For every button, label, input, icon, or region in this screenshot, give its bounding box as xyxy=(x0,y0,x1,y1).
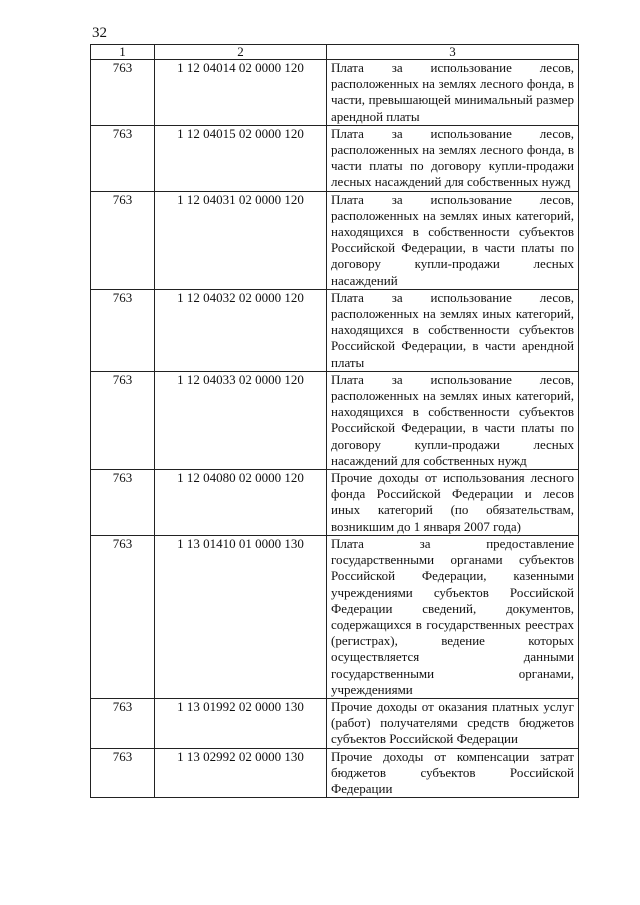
kbk-code-cell: 1 13 02992 02 0000 130 xyxy=(155,748,327,798)
kbk-code-cell: 1 13 01992 02 0000 130 xyxy=(155,698,327,748)
table-row xyxy=(91,125,579,191)
kbk-code-cell: 1 12 04015 02 0000 120 xyxy=(155,125,327,191)
kbk-code-cell: 1 12 04080 02 0000 120 xyxy=(155,470,327,536)
revenue-name-cell: Плата за использование лесов, расположенных на землях иных категорий, находящихся в собственности субъектов Российской Федерации, в части платы по договору купли-продажи лесных насаждений xyxy=(327,191,579,289)
table-row xyxy=(91,371,579,469)
column-header: 3 xyxy=(327,45,579,60)
admin-code-cell: 763 xyxy=(91,191,155,289)
table-row xyxy=(91,191,579,289)
table-row xyxy=(91,470,579,536)
admin-code-cell: 763 xyxy=(91,470,155,536)
table-row xyxy=(91,698,579,748)
revenue-codes-table xyxy=(90,44,579,798)
column-header: 2 xyxy=(155,45,327,60)
table-row xyxy=(91,60,579,126)
admin-code-cell: 763 xyxy=(91,371,155,469)
kbk-code-cell: 1 12 04014 02 0000 120 xyxy=(155,60,327,126)
table-row xyxy=(91,748,579,798)
admin-code-cell: 763 xyxy=(91,125,155,191)
admin-code-cell: 763 xyxy=(91,60,155,126)
admin-code-cell: 763 xyxy=(91,748,155,798)
table-row xyxy=(91,289,579,371)
revenue-name-cell: Прочие доходы от компенсации затрат бюджетов субъектов Российской Федерации xyxy=(327,748,579,798)
page-number: 32 xyxy=(92,25,107,41)
revenue-name-cell: Плата за использование лесов, расположенных на землях иных категорий, находящихся в собственности субъектов Российской Федерации, в части платы по договору купли-продажи лесных насаждений для собственных нужд xyxy=(327,371,579,469)
revenue-name-cell: Прочие доходы от использования лесного фонда Российской Федерации и лесов иных категорий (по обязательствам, возникшим до 1 января 2007 года) xyxy=(327,470,579,536)
admin-code-cell: 763 xyxy=(91,698,155,748)
revenue-name-cell: Прочие доходы от оказания платных услуг (работ) получателями средств бюджетов субъектов Российской Федерации xyxy=(327,698,579,748)
revenue-name-cell: Плата за использование лесов, расположенных на землях иных категорий, находящихся в собственности субъектов Российской Федерации, в части арендной платы xyxy=(327,289,579,371)
kbk-code-cell: 1 12 04032 02 0000 120 xyxy=(155,289,327,371)
admin-code-cell: 763 xyxy=(91,289,155,371)
column-header: 1 xyxy=(91,45,155,60)
kbk-code-cell: 1 12 04033 02 0000 120 xyxy=(155,371,327,469)
table-header-row xyxy=(91,45,579,60)
revenue-name-cell: Плата за использование лесов, расположенных на землях лесного фонда, в части платы по договору купли-продажи лесных насаждений для собственных нужд xyxy=(327,125,579,191)
revenue-name-cell: Плата за предоставление государственными органами субъектов Российской Федерации, казенными учреждениями субъектов Российской Федерации сведений, документов, содержащихся в государственных реестрах (регистрах), ведение которых осуществляется данными государственными органами, учреждениями xyxy=(327,535,579,698)
kbk-code-cell: 1 13 01410 01 0000 130 xyxy=(155,535,327,698)
revenue-name-cell: Плата за использование лесов, расположенных на землях лесного фонда, в части, превышающей минимальный размер арендной платы xyxy=(327,60,579,126)
admin-code-cell: 763 xyxy=(91,535,155,698)
table-row xyxy=(91,535,579,698)
kbk-code-cell: 1 12 04031 02 0000 120 xyxy=(155,191,327,289)
